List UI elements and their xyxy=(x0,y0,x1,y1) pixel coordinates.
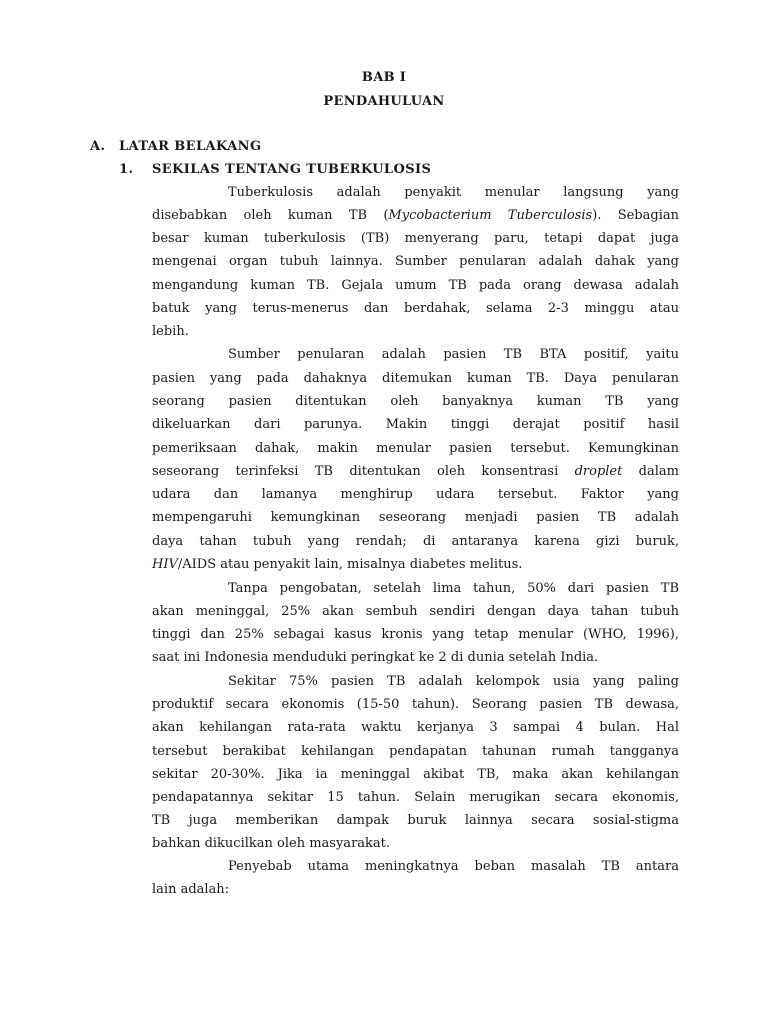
body-line xyxy=(152,393,679,410)
text-run: produktif secara ekonomis (15-50 tahun). Seorang pasien TB dewasa, xyxy=(152,697,679,712)
text-run: akan meninggal, 25% akan sembuh sendiri dengan daya tahan tubuh xyxy=(152,604,679,619)
text-run: TB juga memberikan dampak buruk lainnya secara sosial-stigma xyxy=(152,813,679,828)
text-run: tinggi dan 25% sebagai kasus kronis yang tetap menular (WHO, 1996), xyxy=(152,627,679,642)
section-marker: A. xyxy=(90,139,106,154)
italic-term: droplet xyxy=(574,464,623,479)
text-run: udara dan lamanya menghirup udara tersebut. Faktor yang xyxy=(152,487,679,502)
body-line xyxy=(152,416,679,433)
body-line xyxy=(152,300,679,317)
italic-term: Mycobacterium Tuberculosis xyxy=(388,208,593,223)
body-line xyxy=(152,696,679,713)
text-run: besar kuman tuberkulosis (TB) menyerang paru, tetapi dapat juga xyxy=(152,231,679,246)
body-line xyxy=(152,743,679,760)
text-run: pendapatannya sekitar 15 tahun. Selain merugikan secara ekonomis, xyxy=(152,790,679,805)
body-line xyxy=(152,277,679,294)
italic-term: HIV xyxy=(152,557,178,572)
text-run: mempengaruhi kemungkinan seseorang menjadi pasien TB adalah xyxy=(152,510,679,525)
text-run: tersebut berakibat kehilangan pendapatan tahunan rumah tangganya xyxy=(152,744,679,759)
body-line xyxy=(228,346,679,363)
text-run: seseorang terinfeksi TB ditentukan oleh konsentrasi xyxy=(152,464,575,479)
text-run: Sumber penularan adalah pasien TB BTA positif, yaitu xyxy=(228,347,679,362)
text-run: sekitar 20-30%. Jika ia meninggal akibat TB, maka akan kehilangan xyxy=(152,767,679,782)
body-line xyxy=(152,323,679,340)
body-line xyxy=(152,789,679,806)
text-run: dikeluarkan dari parunya. Makin tinggi derajat positif hasil xyxy=(152,417,679,432)
text-run: akan kehilangan rata-rata waktu kerjanya 3 sampai 4 bulan. Hal xyxy=(152,720,679,735)
body-line xyxy=(228,673,679,690)
subsection-marker: 1. xyxy=(119,162,134,177)
body-line xyxy=(152,533,679,550)
body-line xyxy=(228,580,679,597)
body-line xyxy=(152,556,679,573)
text-run: seorang pasien ditentukan oleh banyaknya kuman TB yang xyxy=(152,394,679,409)
body-line xyxy=(228,184,679,201)
body-line xyxy=(152,207,679,224)
body-line xyxy=(152,812,679,829)
chapter-title: PENDAHULUAN xyxy=(323,94,445,109)
text-run: mengandung kuman TB. Gejala umum TB pada orang dewasa adalah xyxy=(152,278,679,293)
text-run: daya tahan tubuh yang rendah; di antaranya karena gizi buruk, xyxy=(152,534,679,549)
text-run: lain adalah: xyxy=(152,882,230,897)
text-run: ). Sebagian xyxy=(592,208,679,223)
text-run: mengenai organ tubuh lainnya. Sumber penularan adalah dahak yang xyxy=(152,254,679,269)
subsection-title: SEKILAS TENTANG TUBERKULOSIS xyxy=(152,162,432,177)
body-line xyxy=(152,509,679,526)
text-run: disebabkan oleh kuman TB ( xyxy=(152,208,389,223)
text-run: bahkan dikucilkan oleh masyarakat. xyxy=(152,836,391,851)
section-title: LATAR BELAKANG xyxy=(119,139,262,154)
body-line xyxy=(152,370,679,387)
body-line xyxy=(152,486,679,503)
text-run: pemeriksaan dahak, makin menular pasien tersebut. Kemungkinan xyxy=(152,441,679,456)
text-run: Penyebab utama meningkatnya beban masalah TB antara xyxy=(228,859,679,874)
body-line xyxy=(152,766,679,783)
text-run: dalam xyxy=(622,464,679,479)
text-run: Sekitar 75% pasien TB adalah kelompok usia yang paling xyxy=(228,674,679,689)
text-run: saat ini Indonesia menduduki peringkat ke 2 di dunia setelah India. xyxy=(152,650,599,665)
body-line xyxy=(152,253,679,270)
chapter-label: BAB I xyxy=(361,70,407,85)
body-line xyxy=(152,719,679,736)
body-line xyxy=(152,463,679,480)
body-line xyxy=(152,835,679,852)
text-run: /AIDS atau penyakit lain, misalnya diabetes melitus. xyxy=(177,557,523,572)
body-line xyxy=(228,858,679,875)
body-line xyxy=(152,626,679,643)
text-run: Tuberkulosis adalah penyakit menular langsung yang xyxy=(228,185,679,200)
text-run: lebih. xyxy=(152,324,189,339)
body-line xyxy=(152,440,679,457)
body-line xyxy=(152,649,679,666)
text-run: batuk yang terus-menerus dan berdahak, selama 2-3 minggu atau xyxy=(152,301,679,316)
text-run: Tanpa pengobatan, setelah lima tahun, 50% dari pasien TB xyxy=(228,581,679,596)
body-line xyxy=(152,603,679,620)
body-line xyxy=(152,230,679,247)
body-line xyxy=(152,881,679,898)
text-run: pasien yang pada dahaknya ditemukan kuman TB. Daya penularan xyxy=(152,371,679,386)
